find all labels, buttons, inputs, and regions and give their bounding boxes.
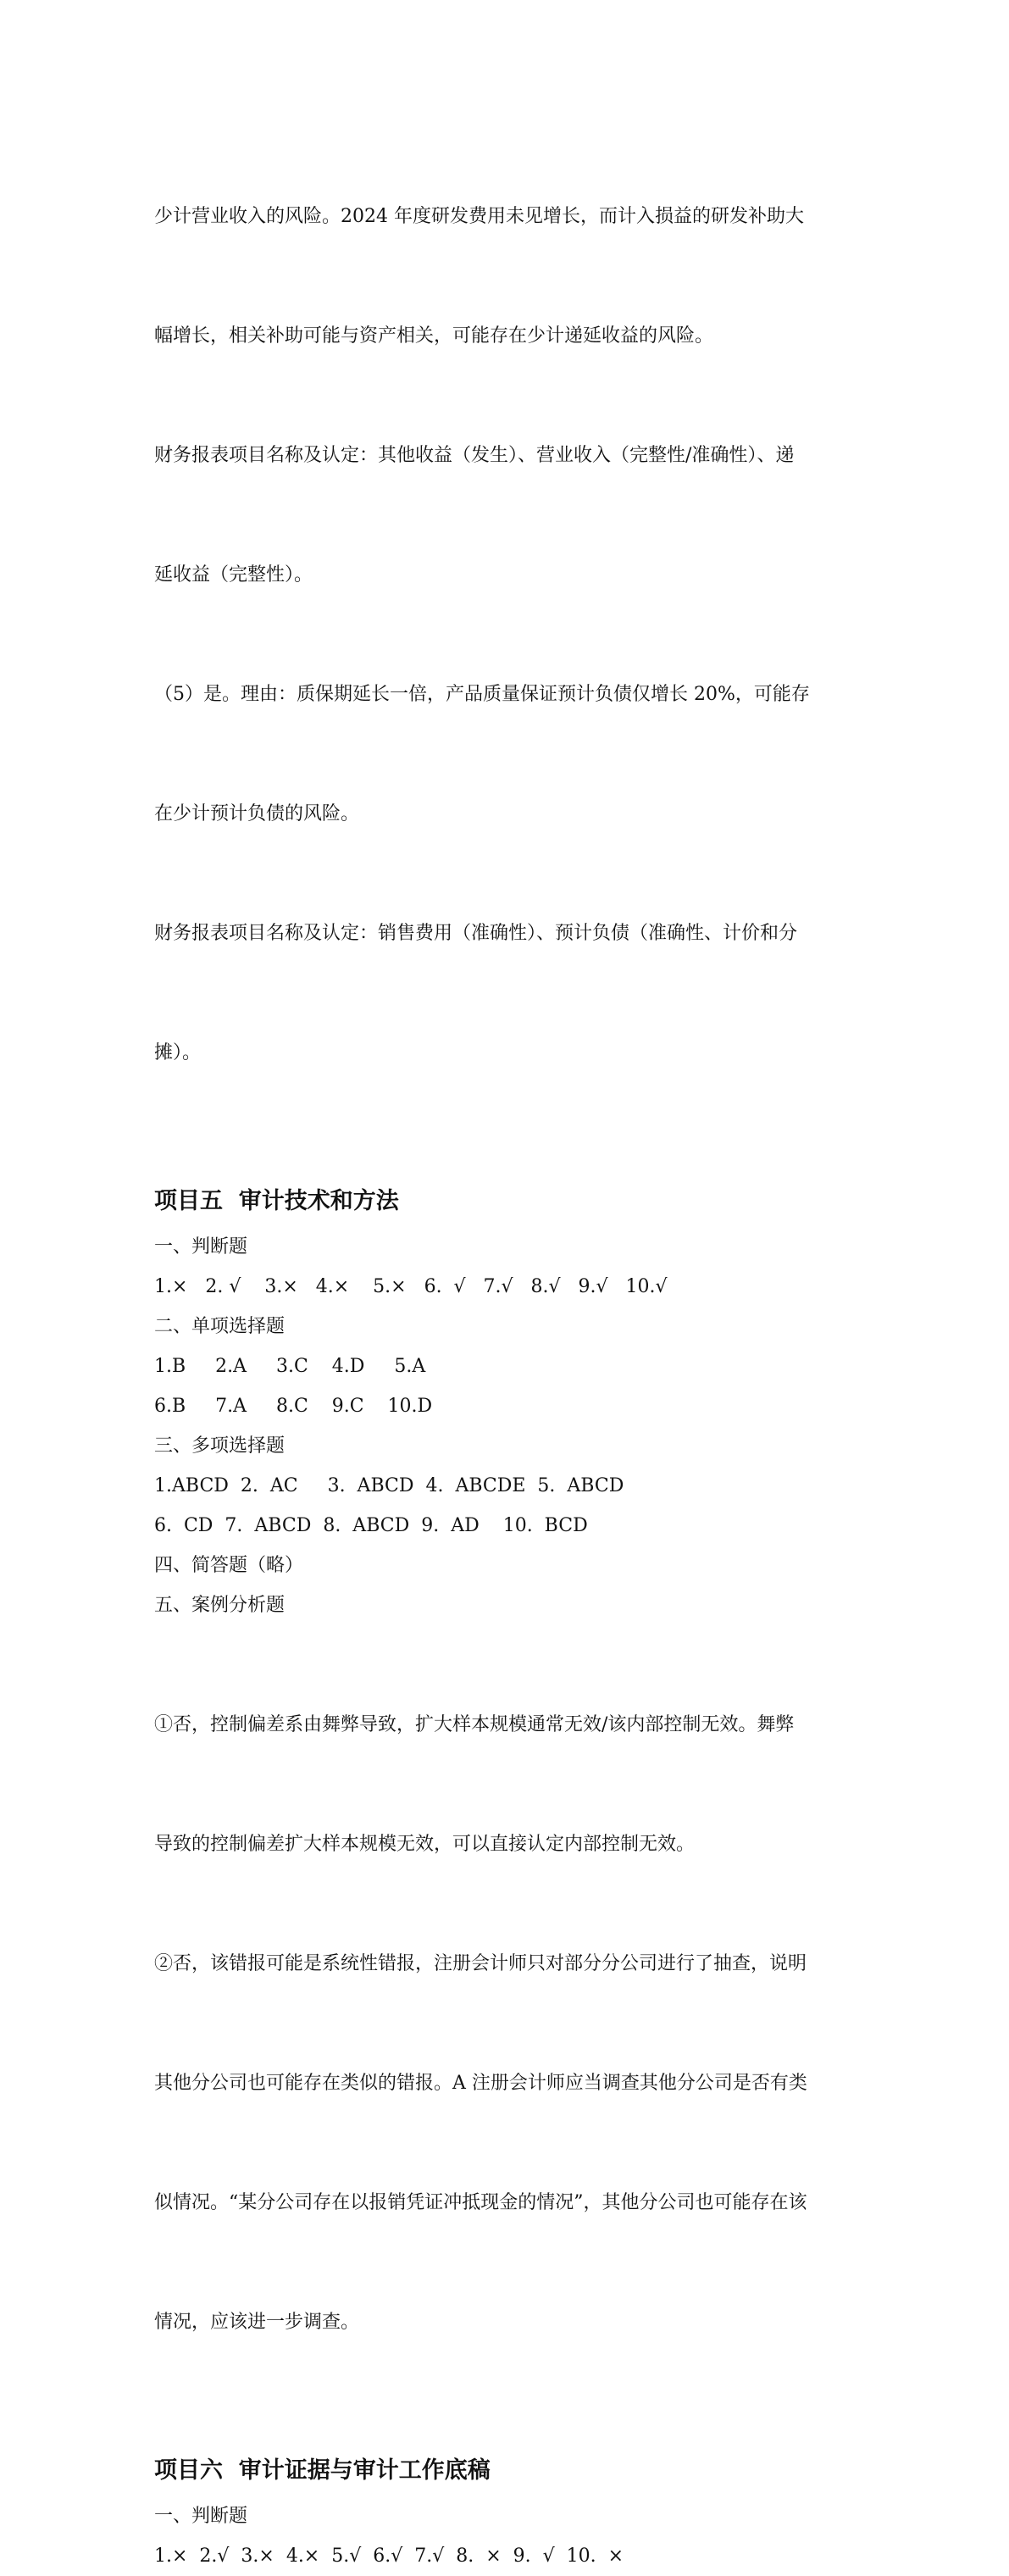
judge-answers: 1.× 2. √ 3.× 4.× 5.× 6. √ 7.√ 8.√ 9.√ 10.√ bbox=[154, 1276, 668, 1297]
judge-label: 一、判断题 bbox=[154, 1236, 248, 1257]
case-analysis-label: 五、案例分析题 bbox=[154, 1595, 286, 1616]
short-answer-label: 四、简答题（略） bbox=[154, 1555, 304, 1576]
text-line: 财务报表项目名称及认定：其他收益（发生）、营业收入（完整性/准确性）、递 bbox=[154, 445, 795, 466]
judge-answers: 1.× 2.√ 3.× 4.× 5.√ 6.√ 7.√ 8. × 9. √ 10. × bbox=[154, 2545, 624, 2567]
text-line: 情况，应该进一步调查。 bbox=[154, 2312, 360, 2333]
text-line: ②否，该错报可能是系统性错报，注册会计师只对部分分公司进行了抽查，说明 bbox=[154, 1953, 807, 1974]
text-line: 似情况。“某分公司存在以报销凭证冲抵现金的情况”，其他分公司也可能存在该 bbox=[154, 2192, 807, 2213]
section-heading-project5: 项目五 审计技术和方法 bbox=[154, 1188, 399, 1214]
single-choice-row: 1.B 2.A 3.C 4.D 5.A bbox=[154, 1356, 426, 1377]
text-line: 导致的控制偏差扩大样本规模无效，可以直接认定内部控制无效。 bbox=[154, 1834, 696, 1855]
text-line: ①否，控制偏差系由舞弊导致，扩大样本规模通常无效/该内部控制无效。舞弊 bbox=[154, 1714, 795, 1735]
document-page bbox=[154, 117, 866, 2576]
single-choice-row: 6.B 7.A 8.C 9.C 10.D bbox=[154, 1396, 433, 1417]
multi-choice-row: 6. CD 7. ABCD 8. ABCD 9. AD 10. BCD bbox=[154, 1515, 588, 1536]
text-line: 在少计预计负债的风险。 bbox=[154, 803, 360, 824]
case-analysis-paragraph bbox=[154, 1625, 866, 2422]
text-line: 其他分公司也可能存在类似的错报。A 注册会计师应当调查其他分公司是否有类 bbox=[154, 2073, 807, 2094]
single-choice-label: 二、单项选择题 bbox=[154, 1316, 286, 1337]
text-line: （5）是。理由：质保期延长一倍，产品质量保证预计负债仅增长 20%，可能存 bbox=[154, 684, 810, 705]
judge-label: 一、判断题 bbox=[154, 2506, 248, 2527]
text-line: 延收益（完整性）。 bbox=[154, 564, 313, 586]
intro-paragraph bbox=[154, 117, 866, 1152]
text-line: 财务报表项目名称及认定：销售费用（准确性）、预计负债（准确性、计价和分 bbox=[154, 923, 798, 944]
text-line: 少计营业收入的风险。2024 年度研发费用未见增长，而计入损益的研发补助大 bbox=[154, 206, 804, 227]
multi-choice-label: 三、多项选择题 bbox=[154, 1435, 286, 1457]
section-heading-project6: 项目六 审计证据与审计工作底稿 bbox=[154, 2457, 491, 2484]
text-line: 摊）。 bbox=[154, 1042, 202, 1063]
multi-choice-row: 1.ABCD 2. AC 3. ABCD 4. ABCDE 5. ABCD bbox=[154, 1475, 624, 1496]
text-line: 幅增长，相关补助可能与资产相关，可能存在少计递延收益的风险。 bbox=[154, 325, 714, 347]
